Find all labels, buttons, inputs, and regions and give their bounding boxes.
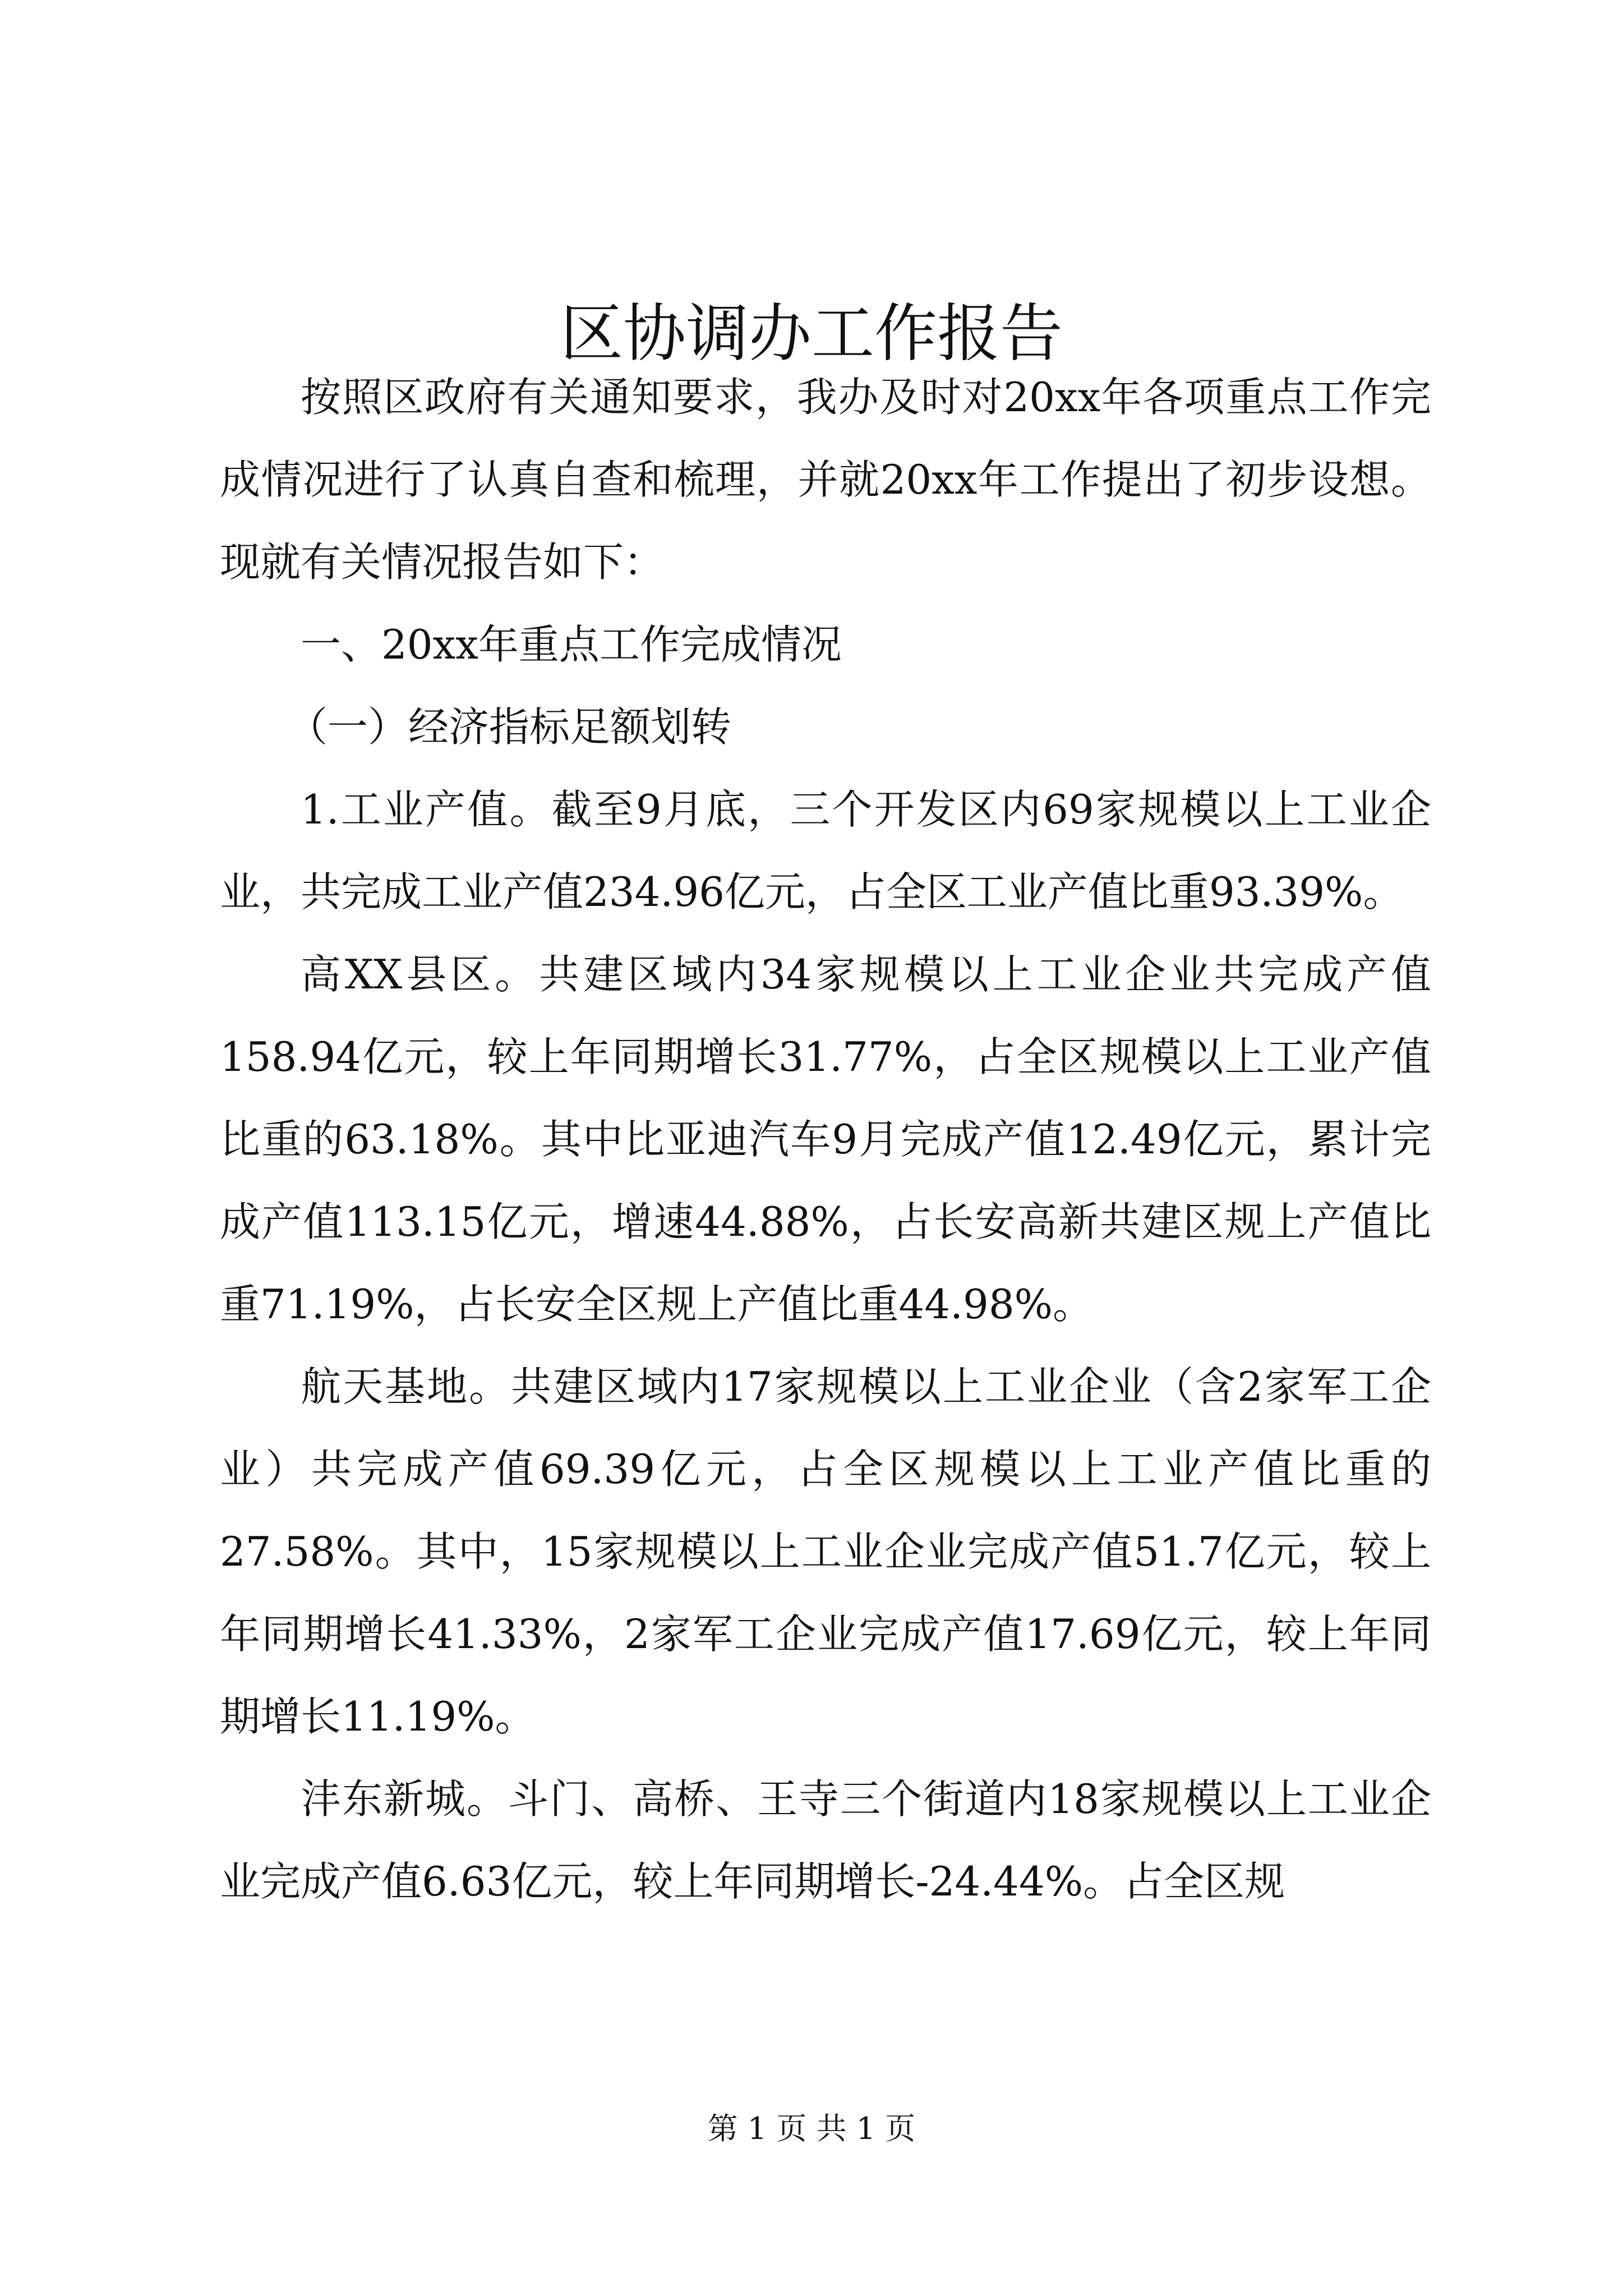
paragraph-fengdong: 沣东新城。斗门、高桥、王寺三个街道内18家规模以上工业企业完成产值6.63亿元，较上年同期增长-24.44%。占全区规 [220,1775,1431,1905]
paragraph-gaoxin: 高XX县区。共建区域内34家规模以上工业企业共完成产值158.94亿元，较上年同期增长31.77%，占全区规模以上工业产值比重的63.18%。其中比亚迪汽车9月完成产值12.49亿元，累计完成产值113.15亿元，增速44.88%，占长安高新共建区规上产值比重71.19%，占长安全区规上产值比重44.98%。 [220,951,1431,1328]
paragraph-intro: 按照区政府有关通知要求，我办及时对20xx年各项重点工作完成情况进行了认真自查和梳理，并就20xx年工作提出了初步设想。现就有关情况报告如下： [220,374,1431,586]
paragraph-industrial-output: 1.工业产值。截至9月底，三个开发区内69家规模以上工业企业，共完成工业产值234.96亿元，占全区工业产值比重93.39%。 [220,786,1431,915]
document-body [220,356,1431,1923]
subsection-heading: （一）经济指标足额划转 [287,703,732,751]
page-footer: 第 1 页 共 1 页 [707,2111,916,2146]
section-heading: 一、20xx年重点工作完成情况 [301,621,842,668]
paragraph-aerospace-base: 航天基地。共建区域内17家规模以上工业企业（含2家军工企业）共完成产值69.39亿元，占全区规模以上工业产值比重的27.58%。其中，15家规模以上工业企业完成产值51.7亿元，较上年同期增长41.33%，2家军工企业完成产值17.69亿元，较上年同期增长11.19%。 [220,1363,1431,1740]
page-title: 区协调办工作报告 [560,297,1063,370]
